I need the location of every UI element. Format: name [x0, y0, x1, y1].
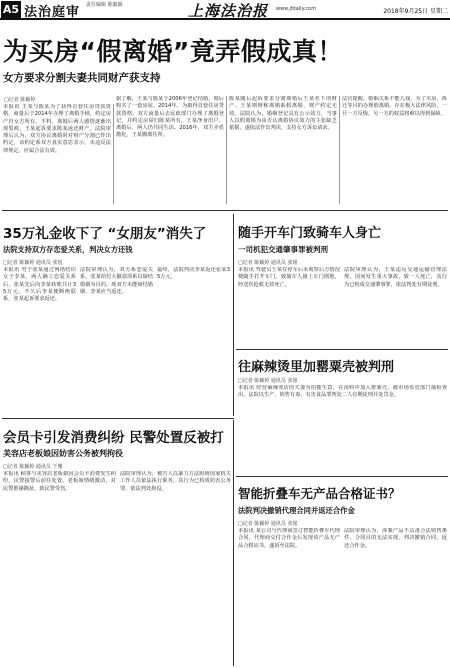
lead-col-1: 本报讯 王某与陈某为了获得首套住房贷款资格，商量后于2014年办理了离婚手续，约定房产归女方所有。不料，离婚后两人感情逐渐出现裂痕，王某起诉要求陈某返还财产。法院审理后认为，双方协议离婚时对财产分割已作出约定，该约定系双方真实意思表示，未违反法律规定，应属合法有效。 — [3, 104, 111, 154]
paper-url: www.jfdaily.com — [276, 6, 317, 12]
story-right-top-byline: □记者 陈颖婷 通讯员 张铭 — [238, 260, 298, 266]
story-left-bottom-subhead: 美容店老板娘因妨害公务被判拘役 — [3, 449, 123, 458]
section-name: 法治庭审 — [24, 5, 81, 20]
story-right-bottom-byline: □记者 陈颖婷 通讯员 张铭 — [238, 521, 298, 527]
story-right-bottom-col-1: 本报讯 某公司与代理商签订智能折叠车代理合同，代理商交付合作金后发现该产品无产品合格证书，遂诉至法院。 — [238, 528, 340, 549]
story-left-byline: □记者 陈颖婷 通讯员 张悦 — [3, 260, 63, 266]
masthead — [0, 0, 450, 20]
story-left-subhead: 法院支持双方存恋爱关系，判决女方还钱 — [3, 245, 133, 254]
story-right-bottom-headline: 智能折叠车无产品合格证书？ — [238, 486, 401, 501]
column-divider — [226, 96, 227, 204]
section-rule — [236, 349, 448, 350]
issue-date: 2018年9月25日 星期二 — [383, 8, 448, 15]
column-divider — [339, 96, 340, 204]
lead-col-2: 据了解，王某与陈某于2006年登记结婚，婚后购买了一套房屋。2014年，为取得首套住房贷款资格，双方商量后去民政部门办理了离婚登记，并约定房屋归陈某所有，王某净身出户。离婚后，两人仍共同生活。2016年，双方矛盾激化，王某搬离住所。 — [116, 96, 224, 139]
lead-headline: 为买房“假离婚”竟弄假成真！ — [3, 37, 343, 66]
lead-byline: □记者 陈颖婷 — [4, 97, 36, 103]
lead-subhead: 女方要求分割夫妻共同财产获支持 — [3, 72, 161, 84]
story-right-bottom-col-2: 法院审理认为，涉案产品不具备合法销售条件，合同目的无法实现，判决撤销合同，返还合作金。 — [344, 528, 447, 549]
section-rule — [236, 476, 448, 477]
section-rule — [2, 210, 448, 211]
story-right-top-col-1: 本报讯 驾驶员王某在停车后未观察后方情况便随手打开车门，致骑车人撞上车门倒地，经送医抢救无效死亡。 — [238, 267, 340, 288]
story-right-top-subhead: 一司机犯交通肇事罪被判刑 — [238, 245, 328, 254]
story-left-col-2: 法院审理认为，双方系恋爱关系，张某给付大额款项系以缔结婚姻为目的，现双方未能缔结婚姻，李某应当返还。 — [80, 267, 153, 295]
story-left-bottom-headline: 会员卡引发消费纠纷 民警处置反被打 — [3, 430, 224, 446]
paper-logo: 上海法治报 — [188, 2, 269, 20]
page-number: A5 — [2, 3, 20, 16]
page-divider — [233, 214, 234, 416]
editor-line: 责任编辑 陈毅颖 — [86, 2, 123, 8]
story-left-col-3: 最终，法院判决李某返还张某35万元。 — [157, 267, 230, 281]
story-right-bottom-subhead: 法院判决撤销代理合同并返还合作金 — [238, 506, 355, 515]
story-mid-right-col-1: 本报讯 经营麻辣烫店的夫妻为招揽生意，在汤料中加入罂粟壳，被市场监管部门抽检查出。法院以生产、销售有毒、有害食品罪判处二人有期徒刑并处罚金。 — [238, 385, 447, 399]
story-left-bottom-col-2: 法院审理认为，被告人以暴力方法阻碍国家机关工作人员依法执行职务，其行为已构成妨害公务罪，依法判处拘役。 — [120, 471, 231, 492]
column-divider — [113, 104, 114, 204]
page-divider — [233, 420, 234, 666]
story-mid-right-byline: □记者 陈颖婷 通讯员 张铭 — [238, 378, 298, 384]
story-left-bottom-col-1: 本报讯 顾客与美容店老板娘因会员卡消费发生纠纷，民警接警后前往处置。老板娘情绪激动，对民警推搡撕扯，致民警受伤。 — [3, 471, 116, 492]
story-left-bottom-byline: □记者 陈颖婷 通讯员 王珊 — [3, 464, 63, 470]
lead-col-4: 法官提醒，婚姻关系不能儿戏，为了买房、拆迁等目的办理假离婚，存在极大法律风险，一旦一方反悔，另一方的权益将难以得到保障。 — [342, 96, 447, 117]
lead-col-3: 陈某随后起诉要求分割离婚后王某名下的财产。王某则辩称离婚系假离婚，财产约定无效。法院认为，婚姻登记具有公示效力，当事人以假离婚为由否认离婚协议效力的主张缺乏依据，遂依法作出判决，支持女方诉讼请求。 — [229, 96, 337, 132]
story-mid-right-headline: 往麻辣烫里加罂粟壳被判刑 — [238, 360, 395, 375]
story-right-top-headline: 随手开车门致骑车人身亡 — [238, 226, 382, 241]
section-rule — [2, 418, 234, 419]
story-left-headline: 35万礼金收下了 “女朋友”消失了 — [3, 226, 207, 242]
story-left-col-1: 本报讯 男子张某通过网络结识女子李某，两人确立恋爱关系后，张某先后向李某转账共计35万元。不久后李某便断绝联系，张某起诉要求返还。 — [3, 267, 76, 303]
story-right-top-col-2: 法院审理认为，王某违反交通运输管理法规，因而发生重大事故，致一人死亡，其行为已构成交通肇事罪，依法判处有期徒刑。 — [344, 267, 447, 288]
